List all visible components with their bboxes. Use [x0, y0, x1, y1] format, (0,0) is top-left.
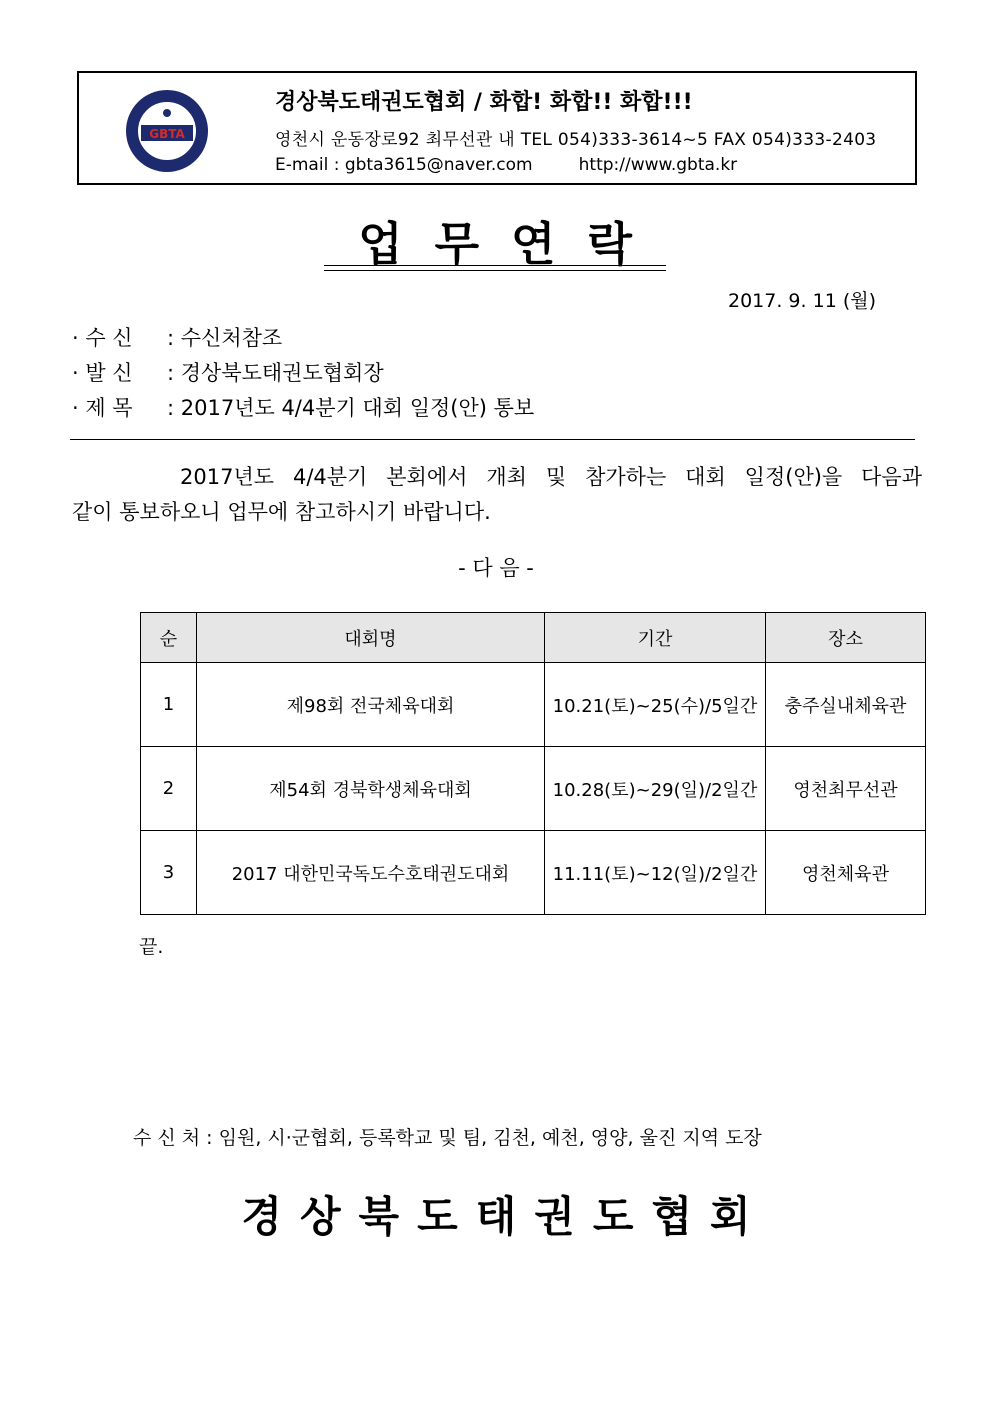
end-mark: 끝. [139, 936, 164, 958]
title-char: 락 [587, 217, 632, 271]
sender-char: 회 [710, 1192, 751, 1241]
sender-char: 도 [417, 1192, 458, 1241]
cell-venue: 충주실내체육관 [766, 663, 926, 747]
sender-char: 상 [299, 1192, 341, 1241]
section-label: - 다 음 - [458, 556, 534, 580]
body-line: 2017년도 4/4분기 본회에서 개최 및 참가하는 대회 일정(안)을 다음과 [180, 465, 922, 489]
table-row [141, 663, 926, 747]
meta-value: : 수신처참조 [167, 326, 283, 350]
org-contact [275, 155, 737, 175]
table-row [141, 747, 926, 831]
column-header: 대회명 [197, 613, 545, 663]
column-header: 순 [141, 613, 197, 663]
recipient-list: 수 신 처 : 임원, 시·군협회, 등록학교 및 팀, 김천, 예천, 영양, 울진 지역 도장 [133, 1127, 762, 1149]
cell-number: 3 [141, 831, 197, 915]
title-char: 무 [434, 217, 479, 271]
title-underline [324, 265, 666, 266]
body-line: 같이 통보하오니 업무에 참고하시기 바랍니다. [72, 500, 491, 524]
cell-event: 제54회 경북학생체육대회 [197, 747, 545, 831]
title-char: 업 [358, 217, 403, 271]
meta-label: · 수 신 [72, 326, 133, 350]
org-address: 영천시 운동장로92 최무선관 내 TEL 054)333-3614~5 FAX 054)333-2403 [275, 130, 877, 150]
cell-number: 2 [141, 747, 197, 831]
sender-name [0, 1184, 992, 1244]
schedule-table [140, 612, 926, 915]
sender-char: 도 [592, 1192, 634, 1241]
gbta-logo [125, 89, 209, 173]
meta-subject [72, 392, 534, 422]
sender-char: 경 [241, 1192, 282, 1241]
meta-sender [72, 357, 384, 387]
table-header-row [141, 613, 926, 663]
meta-value: : 경상북도태권도협회장 [167, 361, 384, 385]
column-header: 기간 [545, 613, 766, 663]
title-char: 연 [511, 217, 556, 271]
org-email[interactable]: E-mail : gbta3615@naver.com [275, 155, 533, 175]
logo-wordmark: GBTA [149, 127, 185, 141]
divider [70, 439, 915, 440]
letterhead [77, 71, 917, 185]
cell-venue: 영천최무선관 [766, 747, 926, 831]
document-date: 2017. 9. 11 (월) [728, 290, 876, 312]
cell-event: 2017 대한민국독도수호태권도대회 [197, 831, 545, 915]
table-row [141, 831, 926, 915]
column-header: 장소 [766, 613, 926, 663]
meta-recipient [72, 322, 282, 352]
cell-venue: 영천체육관 [766, 831, 926, 915]
meta-label: · 제 목 [72, 396, 133, 420]
meta-value: : 2017년도 4/4분기 대회 일정(안) 통보 [167, 396, 535, 420]
sender-char: 북 [358, 1192, 400, 1241]
sender-char: 권 [534, 1192, 575, 1241]
body-paragraph [72, 460, 922, 530]
cell-period: 11.11(토)~12(일)/2일간 [545, 831, 766, 915]
cell-number: 1 [141, 663, 197, 747]
cell-period: 10.28(토)~29(일)/2일간 [545, 747, 766, 831]
org-title: 경상북도태권도협회 / 화합! 화합!! 화합!!! [275, 90, 693, 115]
sender-char: 태 [475, 1192, 517, 1241]
meta-label: · 발 신 [72, 361, 133, 385]
sender-char: 협 [651, 1192, 693, 1241]
title-underline [324, 270, 666, 271]
cell-event: 제98회 전국체육대회 [197, 663, 545, 747]
org-website[interactable]: http://www.gbta.kr [578, 155, 738, 175]
cell-period: 10.21(토)~25(수)/5일간 [545, 663, 766, 747]
